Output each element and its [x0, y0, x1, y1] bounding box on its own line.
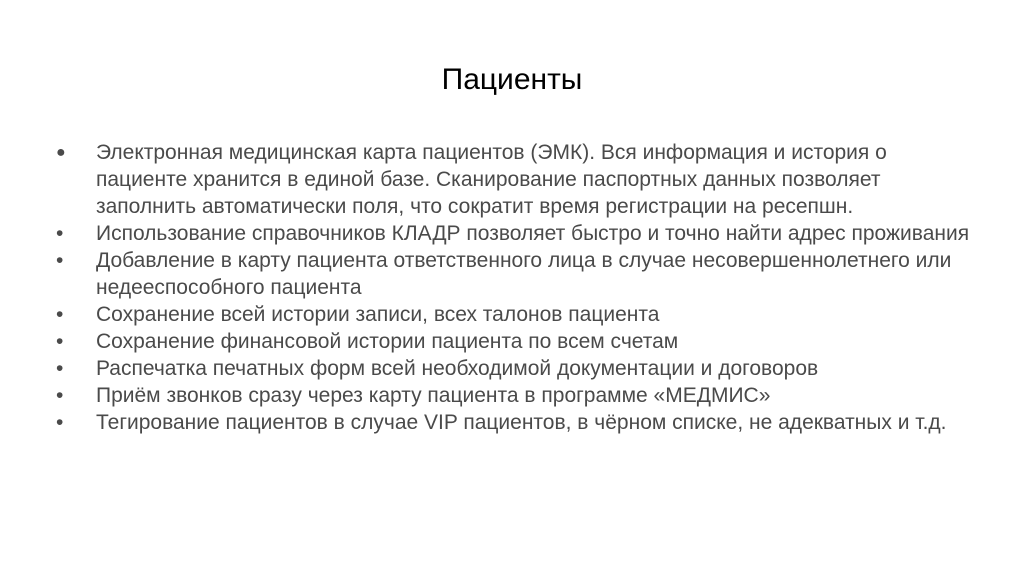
bullet-text: Добавление в карту пациента ответственного лица в случае несовершеннолетнего или недееспособного пациента: [96, 249, 952, 299]
bullet-icon: •: [56, 357, 64, 380]
slide-title: Пациенты: [441, 63, 583, 96]
bullet-icon: •: [56, 222, 64, 245]
bullet-icon: ●: [56, 144, 66, 161]
bullet-text: Использование справочников КЛАДР позволяет быстро и точно найти адрес проживания: [96, 222, 970, 245]
bullet-text: Электронная медицинская карта пациентов (ЭМК). Вся информация и история о пациенте хранится в единой базе. Сканирование паспортных данных позволяет заполнить автоматически поля, что сократит время регистрации на ресепшн.: [96, 141, 887, 218]
bullet-item: [48, 301, 978, 328]
bullet-text: Тегирование пациентов в случае VIP пациентов, в чёрном списке, не адекватных и т.д.: [96, 411, 947, 434]
bullet-item: [48, 247, 978, 301]
bullet-icon: •: [56, 330, 64, 353]
bullet-item: [48, 409, 978, 436]
bullet-item: [48, 382, 978, 409]
bullet-text: Сохранение финансовой истории пациента по всем счетам: [96, 330, 679, 353]
bullet-item: [48, 328, 978, 355]
bullet-text: Приём звонков сразу через карту пациента в программе «МЕДМИС»: [96, 384, 771, 407]
bullet-list: [48, 139, 978, 436]
bullet-icon: •: [56, 303, 64, 326]
bullet-text: Сохранение всей истории записи, всех талонов пациента: [96, 303, 660, 326]
bullet-item: [48, 139, 978, 220]
bullet-item: [48, 355, 978, 382]
bullet-item: [48, 220, 978, 247]
bullet-text: Распечатка печатных форм всей необходимой документации и договоров: [96, 357, 819, 380]
bullet-icon: •: [56, 384, 64, 407]
bullet-icon: •: [56, 249, 64, 272]
bullet-icon: •: [56, 411, 64, 434]
